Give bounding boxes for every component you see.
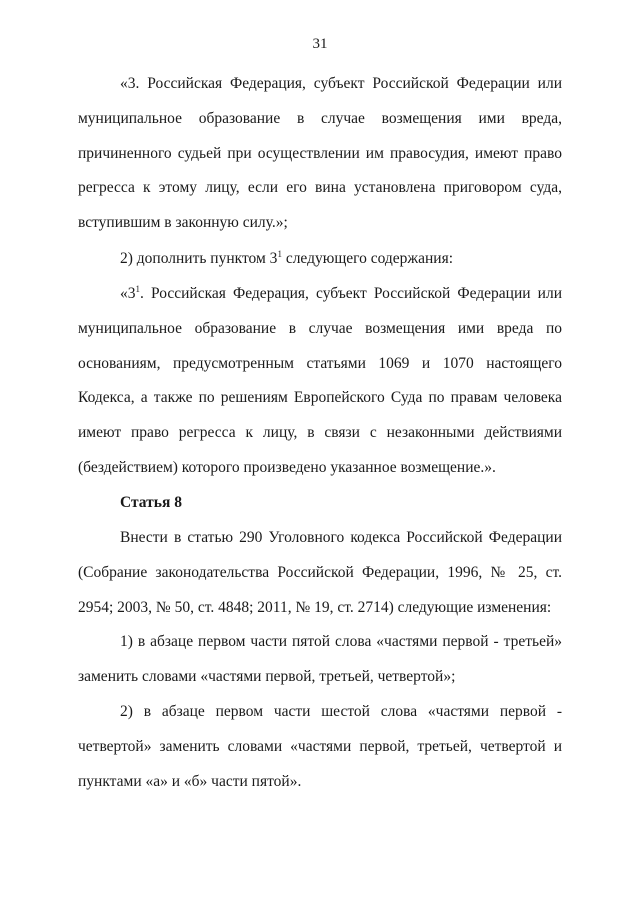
paragraph-2 [78, 242, 562, 277]
page-number: 31 [312, 36, 328, 52]
paragraph-3-text-end: . Российская Федерация, субъект Российской Федерации или муниципальное образование в случае возмещения ими вреда по основаниям, предусмотренным статьями 1069 и 1070 настоящего Кодекса, а также по решениям Европейского Суда по правам человека имеют право регресса к лицу, в связи с незаконными действиями (бездействием) которого произведено указанное возмещение.». [78, 285, 562, 476]
superscript: 1 [277, 249, 282, 259]
superscript: 1 [135, 284, 140, 294]
paragraph-2-text: 2) дополнить пунктом 3 [120, 250, 278, 267]
paragraph-3 [78, 277, 562, 486]
paragraph-6: 2) в абзаце первом части шестой слова «частями первой - четвертой» заменить словами «частями первой, третьей, четвертой и пунктами «а» и «б» части пятой». [78, 703, 562, 790]
paragraph-3-text: «3 [120, 285, 136, 302]
article-heading: Статья 8 [120, 494, 182, 511]
paragraph-4: Внести в статью 290 Уголовного кодекса Российской Федерации (Собрание законодательства Российской Федерации, 1996, № 25, ст. 2954; 2003, № 50, ст. 4848; 2011, № 19, ст. 2714) следующие изменения: [78, 529, 562, 616]
paragraph-2-text-end: следующего содержания: [281, 250, 454, 267]
paragraph-5: 1) в абзаце первом части пятой слова «частями первой - третьей» заменить словами «частями первой, третьей, четвертой»; [78, 633, 562, 685]
paragraph-1: «3. Российская Федерация, субъект Российской Федерации или муниципальное образование в случае возмещения ими вреда, причиненного судьей при осуществлении им правосудия, имеют право регресса к этому лицу, если его вина установлена приговором суда, вступившим в законную силу.»; [78, 75, 562, 232]
